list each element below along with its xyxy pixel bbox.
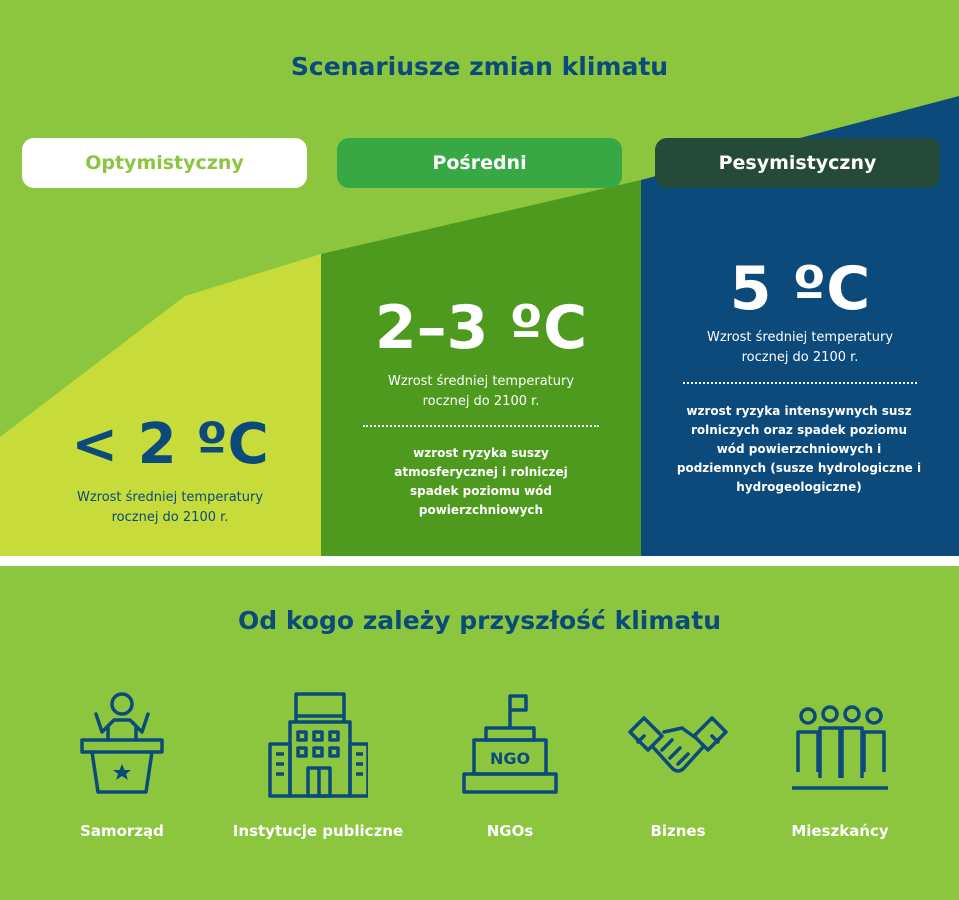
actor-label-local-government: Samorząd xyxy=(80,822,164,840)
pessimistic-divider xyxy=(683,382,917,384)
ngo-icon xyxy=(460,688,560,798)
actors-title: Od kogo zależy przyszłość klimatu xyxy=(237,606,722,635)
podium-speaker-icon xyxy=(72,688,172,798)
page-title: Scenariusze zmian klimatu xyxy=(290,52,669,81)
pessimistic-description: Wzrost średniej temperatury rocznej do 2100 r. xyxy=(706,330,894,365)
scenario-tab-optimistic: Optymistyczny xyxy=(22,138,307,188)
intermediate-effects: wzrost ryzyka suszy atmosferycznej i rolniczej spadek poziomu wód powierzchniowych xyxy=(394,446,568,517)
actor-label-business: Biznes xyxy=(650,822,706,840)
building-icon xyxy=(268,688,368,798)
section-divider xyxy=(0,556,959,566)
actor-label-residents: Mieszkańcy xyxy=(791,822,889,840)
scenario-tab-intermediate: Pośredni xyxy=(337,138,622,188)
optimistic-temperature: < 2 ºC xyxy=(71,412,269,477)
intermediate-temperature: 2–3 ºC xyxy=(374,293,588,363)
intermediate-description: Wzrost średniej temperatury rocznej do 2100 r. xyxy=(387,374,575,409)
actor-label-ngos: NGOs xyxy=(486,822,534,840)
scenario-tab-pessimistic: Pesymistyczny xyxy=(655,138,940,188)
pessimistic-temperature: 5 ºC xyxy=(729,254,871,324)
optimistic-description: Wzrost średniej temperatury rocznej do 2100 r. xyxy=(76,490,264,525)
intermediate-divider xyxy=(363,425,599,427)
handshake-icon xyxy=(628,688,728,798)
people-icon xyxy=(790,688,890,798)
pessimistic-effects: wzrost ryzyka intensywnych susz rolniczych oraz spadek poziomu wód powierzchniowych i podziemnych (susze hydrologiczne i hydrogeologiczne) xyxy=(676,404,922,494)
actor-label-public-institutions: Instytucje publiczne xyxy=(232,822,404,840)
ngo-icon-text: NGO xyxy=(489,749,531,768)
